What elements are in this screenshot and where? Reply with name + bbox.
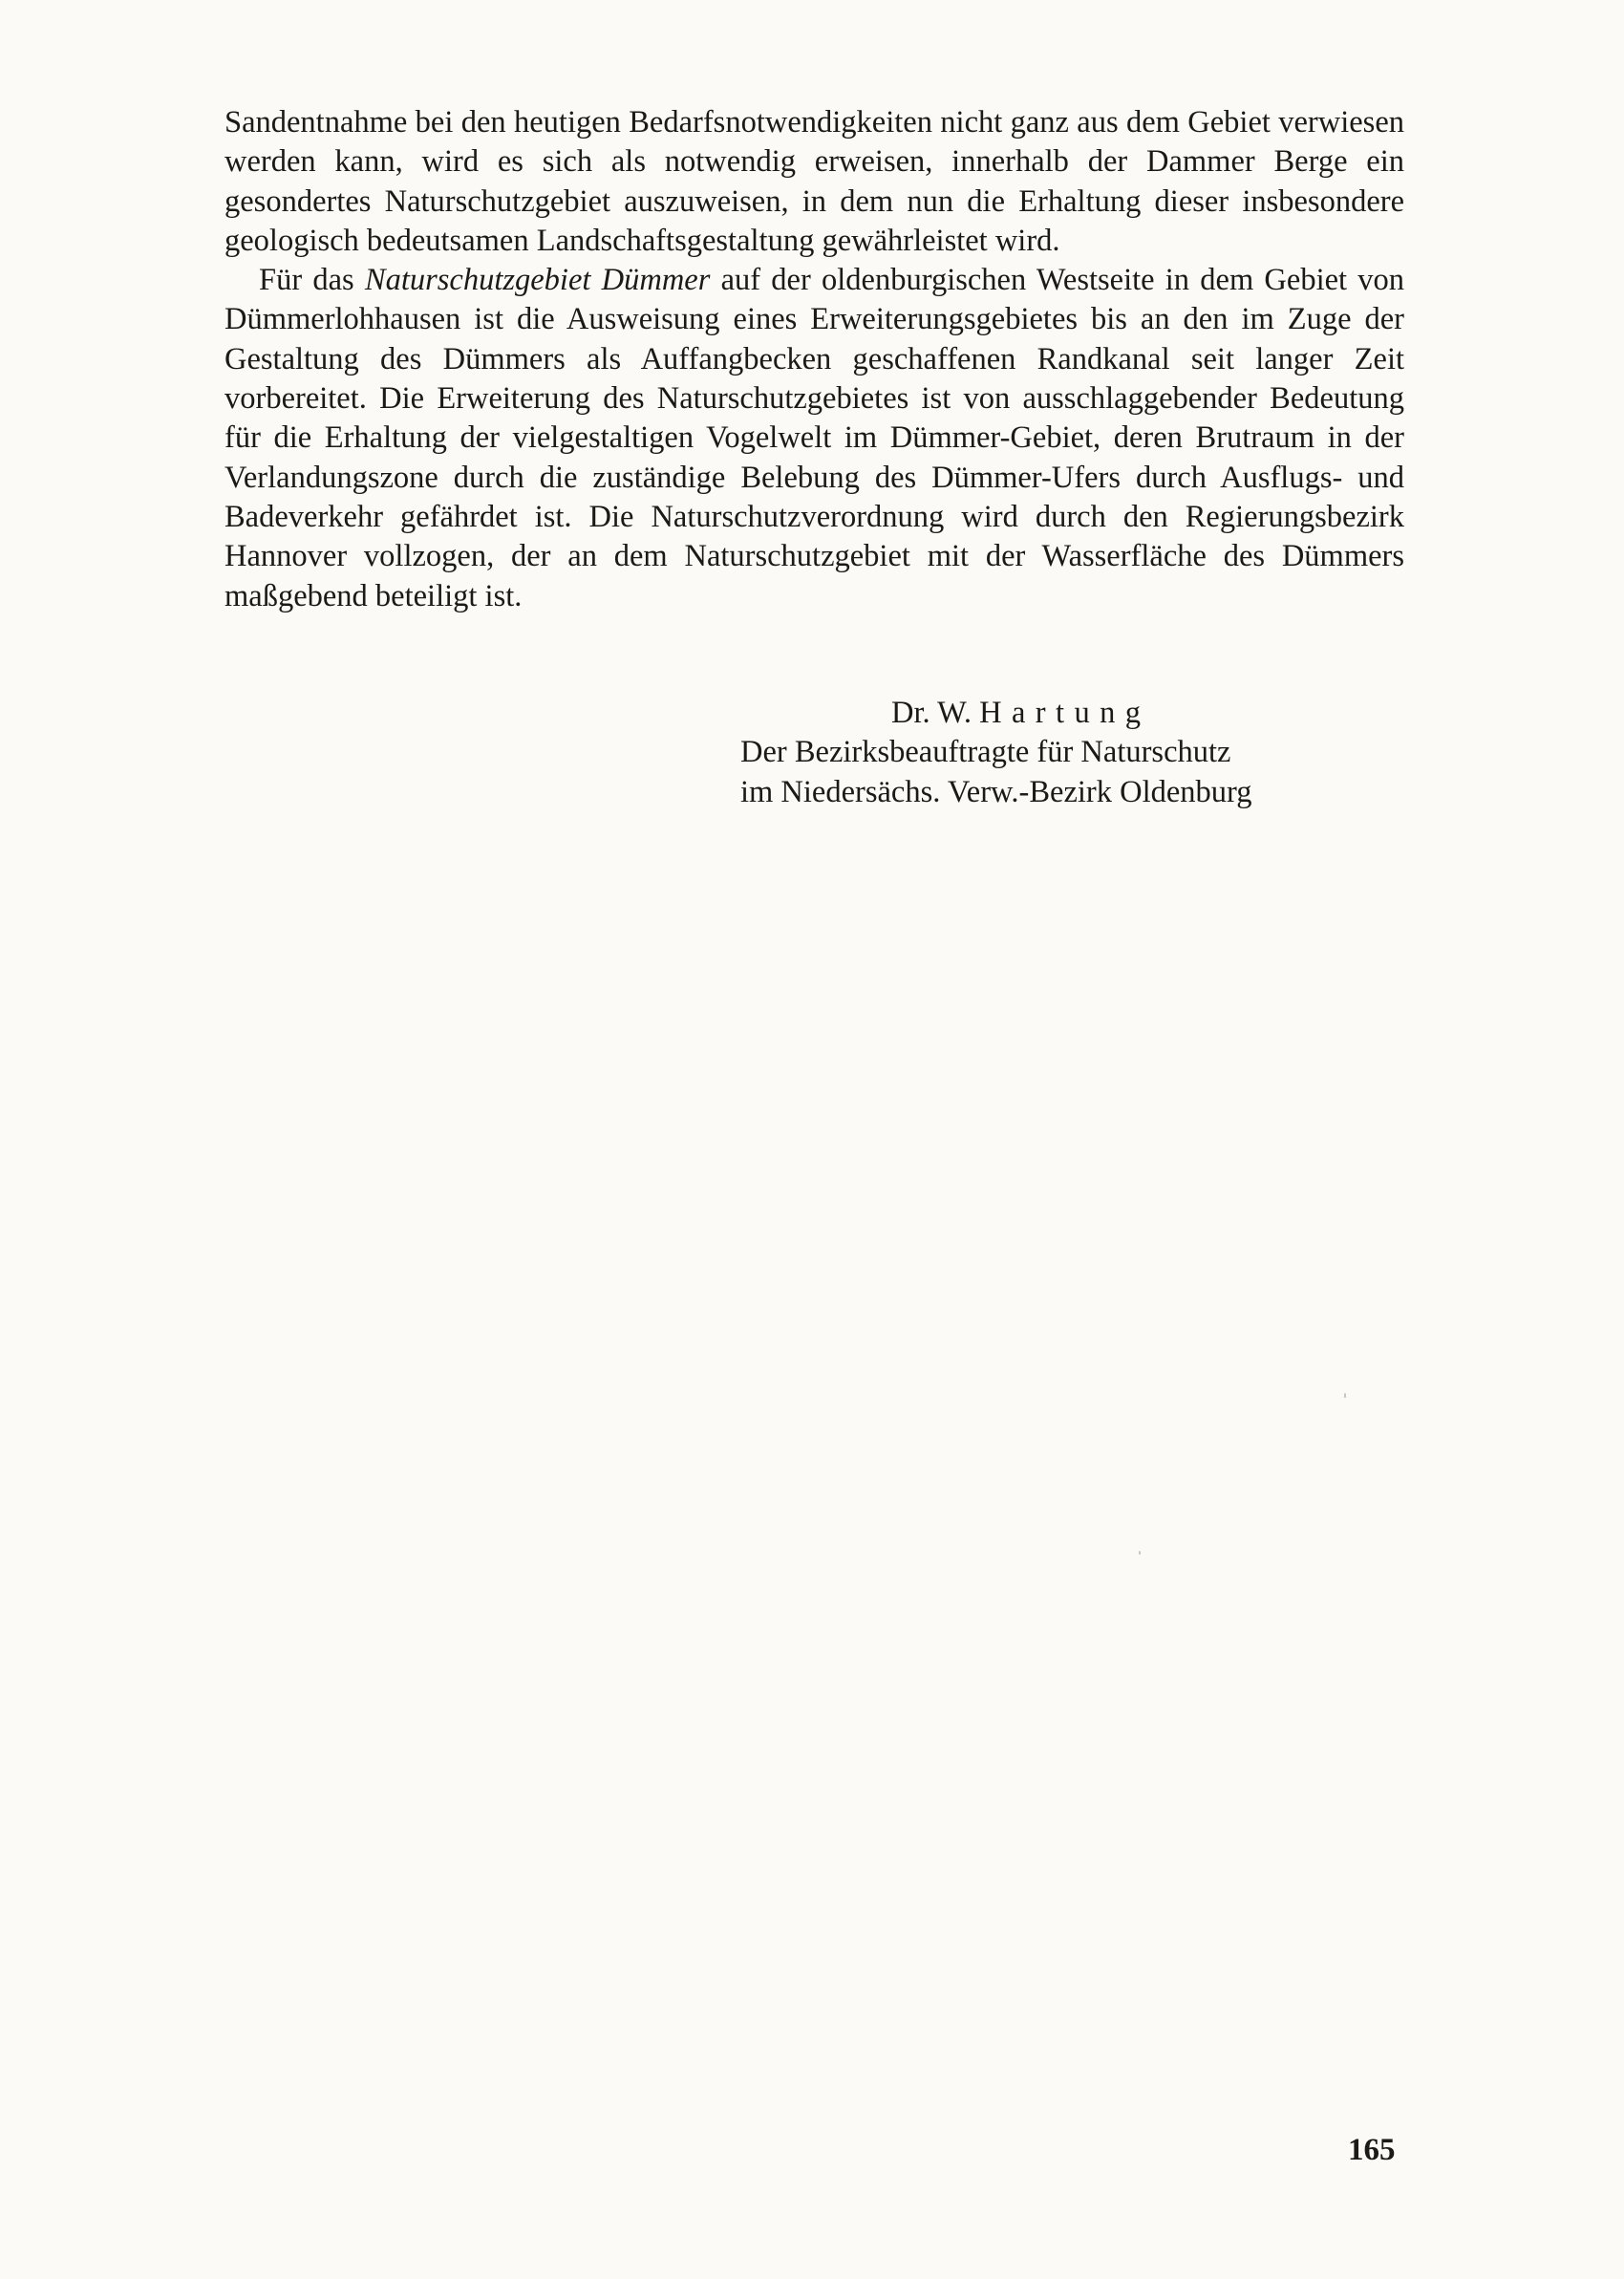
page-number: 165 xyxy=(1348,2133,1396,2167)
scan-speck xyxy=(1139,1551,1141,1555)
signature-role: Der Bezirksbeauftragte für Naturschutz xyxy=(740,735,1231,770)
paragraph-2-emphasis: Naturschutzgebiet Dümmer xyxy=(364,263,711,298)
signature-surname: Hartung xyxy=(979,696,1151,730)
signature-title: Dr. W. xyxy=(891,696,972,730)
paragraph-1: Sandentnahme bei den heutigen Bedarfsnotwendigkeiten nicht ganz aus dem Gebiet verwiesen werden kann, wird es sich als notwendig erweisen, innerhalb der Dammer Berge ein gesondertes Naturschutzgebiet auszuweisen, in dem nun die Erhaltung dieser insbesondere geologisch bedeutsamen Landschaftsgestaltung gewährleistet wird. xyxy=(224,105,1404,258)
signature-block xyxy=(740,694,1428,812)
signature-name xyxy=(740,694,1428,733)
paragraph-2-rest: auf der oldenburgischen Westseite in dem Gebiet von Dümmerlohhausen ist die Ausweisung eines Erweiterungsgebietes bis an den im Zuge der Gestaltung des Dümmers als Auffangbecken geschaffenen Randkanal seit langer Zeit vorbereitet. Die Erweiterung des Naturschutzgebietes ist von ausschlaggebender Bedeutung für die Erhaltung der vielgestaltigen Vogelwelt im Dümmer-Gebiet, deren Brutraum in der Verlandungszone durch die zuständige Belebung des Dümmer-Ufers durch Ausflugs- und Badeverkehr gefährdet ist. Die Naturschutzverordnung wird durch den Regierungsbezirk Hannover vollzogen, der an dem Naturschutzgebiet mit der Wasserfläche des Dümmers maßgebend beteiligt ist. xyxy=(224,263,1405,613)
scan-speck xyxy=(1344,1393,1346,1398)
signature-district: im Niedersächs. Verw.-Bezirk Oldenburg xyxy=(740,774,1252,809)
paragraph-2-lead: Für das xyxy=(259,263,354,298)
body-text xyxy=(224,103,1404,616)
paragraph-2 xyxy=(224,261,1404,616)
